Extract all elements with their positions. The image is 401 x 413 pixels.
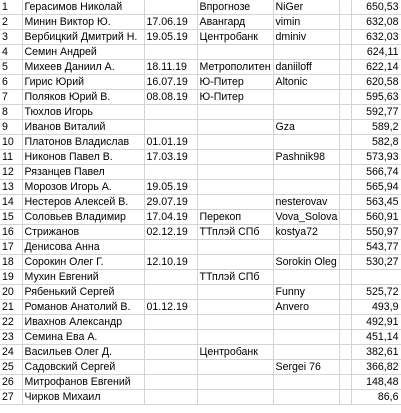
table-row [0,105,401,120]
rating-cell[interactable]: 595,63 [351,90,401,105]
player-name-cell[interactable]: Рябенький Сергей [22,285,144,300]
rating-cell[interactable]: 563,45 [351,195,401,210]
table-row [0,180,401,195]
empty-cell[interactable] [339,105,351,120]
club-cell[interactable] [197,120,273,135]
empty-cell[interactable] [339,195,351,210]
nickname-cell[interactable] [273,90,339,105]
date-cell[interactable] [144,0,197,15]
player-name-cell[interactable]: Соловьев Владимир [22,210,144,225]
empty-cell[interactable] [339,300,351,315]
date-cell[interactable] [144,105,197,120]
rating-cell[interactable]: 550,97 [351,225,401,240]
empty-cell[interactable] [339,225,351,240]
row-number-cell[interactable]: 12 [0,165,22,180]
player-name-cell[interactable]: Поляков Юрий В. [22,90,144,105]
date-cell[interactable] [144,285,197,300]
table-row [0,390,401,405]
row-number-cell[interactable]: 17 [0,240,22,255]
row-number-cell[interactable]: 11 [0,150,22,165]
row-number-cell[interactable]: 20 [0,285,22,300]
table-row [0,300,401,315]
date-cell[interactable]: 17.03.19 [144,150,197,165]
row-number-cell[interactable]: 4 [0,45,22,60]
nickname-cell[interactable] [273,345,339,360]
nickname-cell[interactable]: Vova_Solova [273,210,339,225]
date-cell[interactable]: 19.05.19 [144,180,197,195]
table-row [0,135,401,150]
date-cell[interactable]: 17.04.19 [144,210,197,225]
table-row [0,315,401,330]
row-number-cell[interactable]: 6 [0,75,22,90]
date-cell[interactable]: 17.06.19 [144,15,197,30]
player-name-cell[interactable]: Нестеров Алексей В. [22,195,144,210]
player-name-cell[interactable]: Рязанцев Павел [22,165,144,180]
row-number-cell[interactable]: 3 [0,30,22,45]
nickname-cell[interactable] [273,105,339,120]
date-cell[interactable] [144,330,197,345]
club-cell[interactable] [197,330,273,345]
nickname-cell[interactable] [273,45,339,60]
date-cell[interactable]: 01.01.19 [144,135,197,150]
table-row [0,360,401,375]
club-cell[interactable] [197,150,273,165]
table-row [0,60,401,75]
club-cell[interactable] [197,195,273,210]
club-cell[interactable] [197,165,273,180]
row-number-cell[interactable]: 26 [0,375,22,390]
club-cell[interactable] [197,390,273,405]
rating-cell[interactable]: 650,53 [351,0,401,15]
player-name-cell[interactable]: Мухин Евгений [22,270,144,285]
date-cell[interactable] [144,270,197,285]
player-name-cell[interactable]: Васильев Олег Д. [22,345,144,360]
table-row [0,0,401,15]
row-number-cell[interactable]: 22 [0,315,22,330]
date-cell[interactable]: 29.07.19 [144,195,197,210]
date-cell[interactable]: 12.10.19 [144,255,197,270]
rating-cell[interactable]: 589,2 [351,120,401,135]
empty-cell[interactable] [339,0,351,15]
empty-cell[interactable] [339,60,351,75]
player-name-cell[interactable]: Михеев Даниил А. [22,60,144,75]
rating-cell[interactable] [351,270,401,285]
row-number-cell[interactable]: 1 [0,0,22,15]
row-number-cell[interactable]: 5 [0,60,22,75]
date-cell[interactable]: 19.05.19 [144,30,197,45]
player-name-cell[interactable]: Никонов Павел В. [22,150,144,165]
table-row [0,210,401,225]
rating-cell[interactable]: 622,14 [351,60,401,75]
table-row [0,195,401,210]
club-cell[interactable]: Авангард [197,15,273,30]
empty-cell[interactable] [339,135,351,150]
empty-cell[interactable] [339,150,351,165]
nickname-cell[interactable]: Gza [273,120,339,135]
table-row [0,15,401,30]
date-cell[interactable] [144,345,197,360]
player-name-cell[interactable]: Герасимов Николай [22,0,144,15]
player-name-cell[interactable]: Ивахнов Александр [22,315,144,330]
nickname-cell[interactable]: Pashnik98 [273,150,339,165]
rating-cell[interactable]: 382,61 [351,345,401,360]
rating-cell[interactable]: 451,14 [351,330,401,345]
date-cell[interactable] [144,360,197,375]
club-cell[interactable] [197,375,273,390]
player-name-cell[interactable]: Денисова Анна [22,240,144,255]
table-row [0,90,401,105]
nickname-cell[interactable]: Sergei 76 [273,360,339,375]
date-cell[interactable] [144,120,197,135]
row-number-cell[interactable]: 21 [0,300,22,315]
club-cell[interactable] [197,315,273,330]
nickname-cell[interactable] [273,180,339,195]
player-name-cell[interactable]: Платонов Владислав [22,135,144,150]
nickname-cell[interactable]: Anvero [273,300,339,315]
player-name-cell[interactable]: Семин Андрей [22,45,144,60]
rating-cell[interactable]: 525,72 [351,285,401,300]
empty-cell[interactable] [339,30,351,45]
club-cell[interactable]: Метрополитен [197,60,273,75]
empty-cell[interactable] [339,240,351,255]
rating-cell[interactable]: 632,08 [351,15,401,30]
player-name-cell[interactable]: Садовский Сергей [22,360,144,375]
nickname-cell[interactable] [273,135,339,150]
table-row [0,330,401,345]
club-cell[interactable] [197,300,273,315]
club-cell[interactable]: Центробанк [197,345,273,360]
empty-cell[interactable] [339,255,351,270]
table-row [0,150,401,165]
player-name-cell[interactable]: Чирков Михаил [22,390,144,405]
date-cell[interactable]: 01.12.19 [144,300,197,315]
empty-cell[interactable] [339,45,351,60]
player-name-cell[interactable]: Вербицкий Дмитрий Н. [22,30,144,45]
nickname-cell[interactable] [273,375,339,390]
rating-cell[interactable]: 566,74 [351,165,401,180]
player-name-cell[interactable]: Митрофанов Евгений [22,375,144,390]
table-row [0,120,401,135]
rating-cell[interactable]: 632,03 [351,30,401,45]
date-cell[interactable] [144,375,197,390]
player-name-cell[interactable]: Гирис Юрий [22,75,144,90]
club-cell[interactable] [197,45,273,60]
rating-cell[interactable]: 530,27 [351,255,401,270]
club-cell[interactable]: Перекоп [197,210,273,225]
nickname-cell[interactable] [273,315,339,330]
club-cell[interactable]: Центробанк [197,30,273,45]
club-cell[interactable]: Ю-Питер [197,75,273,90]
nickname-cell[interactable]: NiGer [273,0,339,15]
empty-cell[interactable] [339,345,351,360]
player-name-cell[interactable]: Морозов Игорь А. [22,180,144,195]
date-cell[interactable] [144,390,197,405]
nickname-cell[interactable]: nesterovav [273,195,339,210]
nickname-cell[interactable] [273,165,339,180]
date-cell[interactable]: 08.08.19 [144,90,197,105]
club-cell[interactable] [197,255,273,270]
row-number-cell[interactable]: 15 [0,210,22,225]
row-number-cell[interactable]: 24 [0,345,22,360]
row-number-cell[interactable]: 18 [0,255,22,270]
empty-cell[interactable] [339,15,351,30]
empty-cell[interactable] [339,90,351,105]
rating-cell[interactable]: 560,91 [351,210,401,225]
rating-cell[interactable]: 543,77 [351,240,401,255]
nickname-cell[interactable]: daniiloff [273,60,339,75]
row-number-cell[interactable]: 25 [0,360,22,375]
empty-cell[interactable] [339,75,351,90]
row-number-cell[interactable]: 14 [0,195,22,210]
player-name-cell[interactable]: Стрижанов [22,225,144,240]
row-number-cell[interactable]: 27 [0,390,22,405]
nickname-cell[interactable]: Sorokin Oleg [273,255,339,270]
rating-cell[interactable]: 148,48 [351,375,401,390]
club-cell[interactable] [197,105,273,120]
club-cell[interactable] [197,285,273,300]
nickname-cell[interactable]: kostya72 [273,225,339,240]
club-cell[interactable]: Впрогнозе [197,0,273,15]
nickname-cell[interactable] [273,270,339,285]
rating-cell[interactable]: 624,11 [351,45,401,60]
player-name-cell[interactable]: Семина Ева А. [22,330,144,345]
nickname-cell[interactable] [273,390,339,405]
player-name-cell[interactable]: Романов Анатолий В. [22,300,144,315]
table-row [0,30,401,45]
rating-cell[interactable]: 582,8 [351,135,401,150]
empty-cell[interactable] [339,390,351,405]
row-number-cell[interactable]: 7 [0,90,22,105]
row-number-cell[interactable]: 9 [0,120,22,135]
date-cell[interactable] [144,45,197,60]
empty-cell[interactable] [339,120,351,135]
rating-cell[interactable]: 366,82 [351,360,401,375]
row-number-cell[interactable]: 10 [0,135,22,150]
rating-cell[interactable]: 620,58 [351,75,401,90]
club-cell[interactable] [197,240,273,255]
empty-cell[interactable] [339,165,351,180]
table-row [0,165,401,180]
player-name-cell[interactable]: Сорокин Олег Г. [22,255,144,270]
table-row [0,285,401,300]
nickname-cell[interactable]: Funny [273,285,339,300]
empty-cell[interactable] [339,210,351,225]
rating-cell[interactable]: 565,94 [351,180,401,195]
table-row [0,225,401,240]
nickname-cell[interactable]: dminiv [273,30,339,45]
row-number-cell[interactable]: 2 [0,15,22,30]
date-cell[interactable]: 16.07.19 [144,75,197,90]
nickname-cell[interactable] [273,240,339,255]
date-cell[interactable]: 02.12.19 [144,225,197,240]
row-number-cell[interactable]: 13 [0,180,22,195]
row-number-cell[interactable]: 16 [0,225,22,240]
table-row [0,45,401,60]
row-number-cell[interactable]: 19 [0,270,22,285]
table-row [0,240,401,255]
row-number-cell[interactable]: 8 [0,105,22,120]
row-number-cell[interactable]: 23 [0,330,22,345]
empty-cell[interactable] [339,330,351,345]
empty-cell[interactable] [339,360,351,375]
table-row [0,255,401,270]
rating-cell[interactable]: 592,77 [351,105,401,120]
club-cell[interactable]: Ю-Питер [197,90,273,105]
nickname-cell[interactable]: Altonic [273,75,339,90]
date-cell[interactable] [144,240,197,255]
table-row [0,345,401,360]
club-cell[interactable] [197,360,273,375]
date-cell[interactable] [144,165,197,180]
rating-cell[interactable]: 492,91 [351,315,401,330]
empty-cell[interactable] [339,375,351,390]
club-cell[interactable] [197,135,273,150]
club-cell[interactable]: ТТплэй СПб [197,225,273,240]
nickname-cell[interactable] [273,330,339,345]
date-cell[interactable]: 18.11.19 [144,60,197,75]
table-row [0,75,401,90]
club-cell[interactable] [197,180,273,195]
empty-cell[interactable] [339,180,351,195]
empty-cell[interactable] [339,285,351,300]
empty-cell[interactable] [339,315,351,330]
table-row [0,270,401,285]
table-row [0,375,401,390]
nickname-cell[interactable]: vimin [273,15,339,30]
rating-cell[interactable]: 493,9 [351,300,401,315]
rating-cell[interactable]: 86,6 [351,390,401,405]
player-name-cell[interactable]: Иванов Виталий [22,120,144,135]
player-name-cell[interactable]: Минин Виктор Ю. [22,15,144,30]
player-name-cell[interactable]: Тюхлов Игорь [22,105,144,120]
date-cell[interactable] [144,315,197,330]
club-cell[interactable]: ТТплэй СПб [197,270,273,285]
empty-cell[interactable] [339,270,351,285]
rating-cell[interactable]: 573,93 [351,150,401,165]
